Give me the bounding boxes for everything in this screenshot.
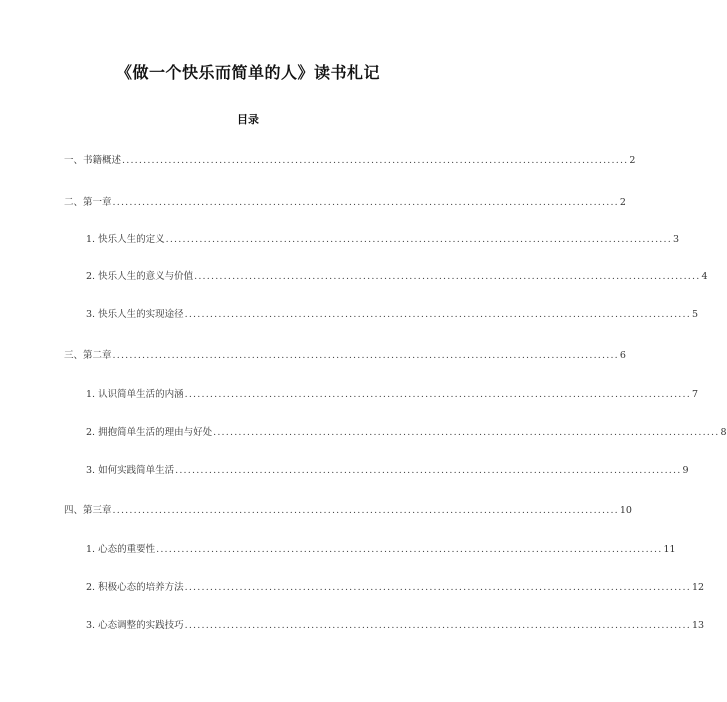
toc-entry[interactable] bbox=[86, 233, 680, 247]
toc-entry-page: 8 bbox=[720, 427, 727, 438]
toc-entry-page: 4 bbox=[701, 271, 708, 282]
toc-entry[interactable] bbox=[86, 308, 699, 322]
toc-entry-page: 10 bbox=[619, 505, 632, 516]
toc-entry[interactable] bbox=[64, 196, 626, 210]
toc-leader-dots: ........................................................................................................................ bbox=[213, 427, 720, 438]
toc-entry-label: 2. 积极心态的培养方法 bbox=[86, 582, 184, 593]
toc-entry-page: 2 bbox=[629, 155, 636, 166]
toc-heading: 目录 bbox=[237, 113, 259, 126]
toc-leader-dots: ........................................................................................................................ bbox=[156, 544, 663, 555]
toc-entry-page: 9 bbox=[682, 465, 689, 476]
toc-entry[interactable] bbox=[86, 543, 676, 557]
toc-entry-label: 1. 认识简单生活的内涵 bbox=[86, 389, 184, 400]
toc-leader-dots: ........................................................................................................................ bbox=[175, 465, 682, 476]
toc-leader-dots: ........................................................................................................................ bbox=[184, 620, 691, 631]
toc-leader-dots: ........................................................................................................................ bbox=[165, 234, 672, 245]
toc-entry-label: 3. 心态调整的实践技巧 bbox=[86, 620, 184, 631]
toc-entry-page: 2 bbox=[619, 197, 626, 208]
toc-entry-page: 7 bbox=[691, 389, 699, 400]
toc-entry[interactable] bbox=[86, 388, 699, 402]
toc-entry-label: 2. 快乐人生的意义与价值 bbox=[86, 271, 194, 282]
toc-entry[interactable] bbox=[86, 464, 689, 478]
toc-entry-label: 一、书籍概述 bbox=[64, 155, 122, 166]
toc-leader-dots: ........................................................................................................................ bbox=[122, 155, 629, 166]
toc-entry[interactable] bbox=[86, 619, 705, 633]
toc-entry[interactable] bbox=[86, 581, 705, 595]
toc-entry-label: 二、第一章 bbox=[64, 197, 112, 208]
toc-entry-page: 11 bbox=[663, 544, 676, 555]
toc-leader-dots: ........................................................................................................................ bbox=[194, 271, 701, 282]
toc-entry-label: 3. 快乐人生的实现途径 bbox=[86, 309, 184, 320]
toc-entry[interactable] bbox=[86, 426, 727, 440]
toc-entry-page: 3 bbox=[672, 234, 680, 245]
toc-entry[interactable] bbox=[64, 349, 626, 363]
toc-leader-dots: ........................................................................................................................ bbox=[184, 389, 691, 400]
toc-entry-label: 2. 拥抱简单生活的理由与好处 bbox=[86, 427, 213, 438]
toc-entry-page: 6 bbox=[619, 350, 626, 361]
toc-entry-page: 12 bbox=[691, 582, 705, 593]
toc-entry[interactable] bbox=[64, 504, 632, 518]
toc-leader-dots: ........................................................................................................................ bbox=[184, 309, 691, 320]
toc-entry-label: 四、第三章 bbox=[64, 505, 112, 516]
toc-entry-page: 13 bbox=[691, 620, 705, 631]
document-title: 《做一个快乐而简单的人》读书札记 bbox=[115, 63, 380, 82]
toc-entry-label: 1. 心态的重要性 bbox=[86, 544, 156, 555]
toc-entry[interactable] bbox=[64, 154, 636, 168]
toc-entry-label: 三、第二章 bbox=[64, 350, 112, 361]
toc-entry-page: 5 bbox=[691, 309, 699, 320]
toc-entry-label: 3. 如何实践简单生活 bbox=[86, 465, 175, 476]
toc-leader-dots: ........................................................................................................................ bbox=[112, 350, 619, 361]
toc-leader-dots: ........................................................................................................................ bbox=[184, 582, 691, 593]
toc-leader-dots: ........................................................................................................................ bbox=[112, 505, 619, 516]
toc-entry[interactable] bbox=[86, 270, 708, 284]
toc-leader-dots: ........................................................................................................................ bbox=[112, 197, 619, 208]
toc-entry-label: 1. 快乐人生的定义 bbox=[86, 234, 165, 245]
